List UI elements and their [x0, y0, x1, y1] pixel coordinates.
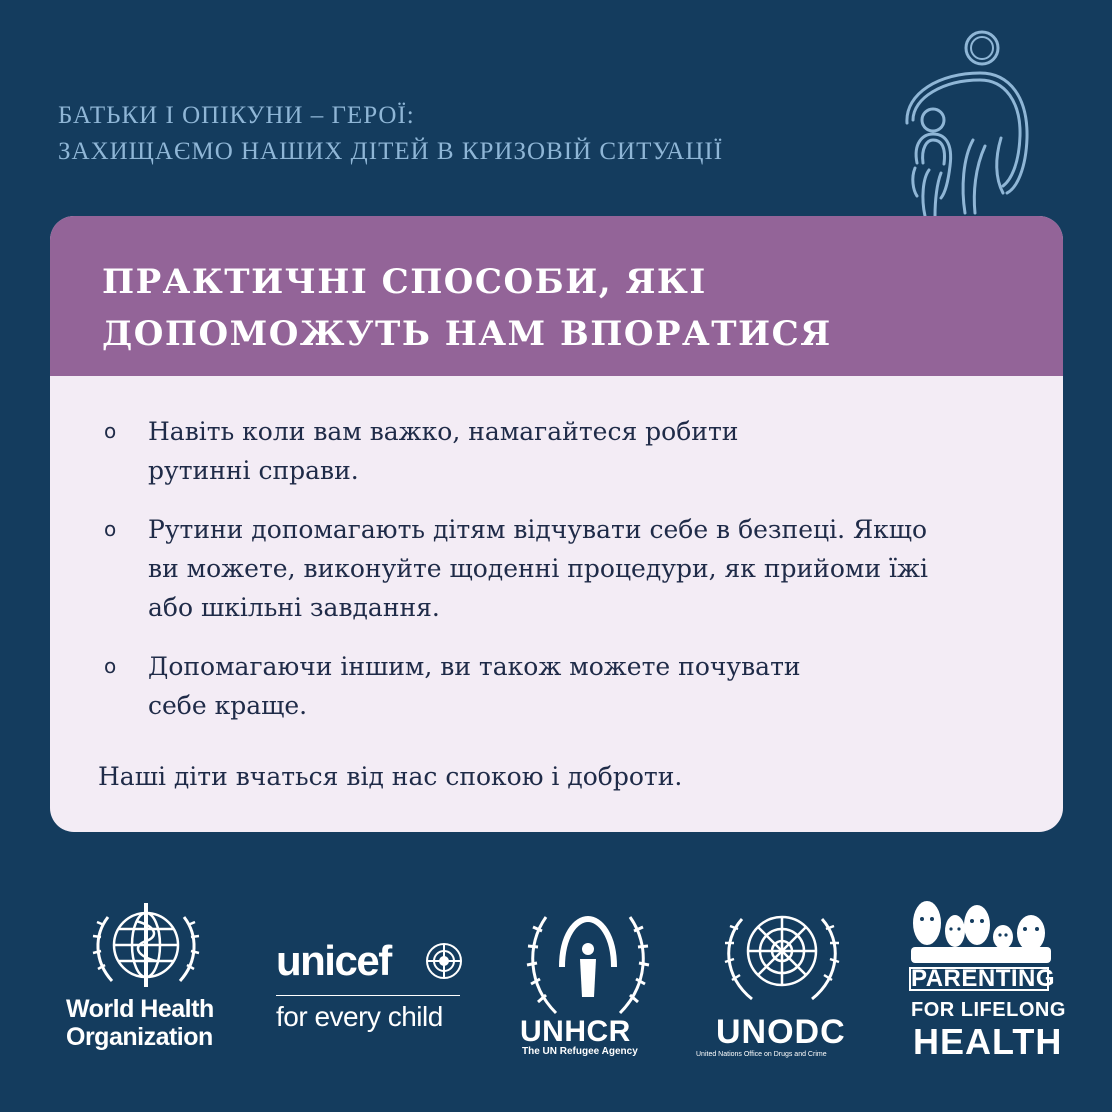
bullet-text-line: або шкільні завдання. [148, 593, 440, 622]
unodc-logo-tagline: United Nations Office on Drugs and Crime [696, 1051, 827, 1058]
partner-logos [0, 895, 1112, 1075]
bullet-icon: o [104, 419, 117, 443]
unicef-logo-divider [276, 995, 460, 996]
unhcr-logo-name: UNHCR [520, 1015, 631, 1048]
plh-logo-line-1: PARENTING [911, 965, 1056, 992]
list-item [104, 647, 1024, 725]
subtitle-line-2: ЗАХИЩАЄМО НАШИХ ДІТЕЙ В КРИЗОВІЙ СИТУАЦІЇ [58, 138, 724, 165]
subtitle-line-1: БАТЬКИ І ОПІКУНИ – ГЕРОЇ: [58, 102, 415, 129]
tips-list [104, 412, 1024, 745]
page-subtitle [58, 98, 723, 170]
coping-tips-card [50, 216, 1063, 832]
plh-characters-icon [905, 899, 1055, 969]
who-logo-line-2: Organization [66, 1023, 213, 1051]
closing-statement: Наші діти вчаться від нас спокою і доброти. [98, 762, 683, 791]
bullet-text-line: Навіть коли вам важко, намагайтеся робити [148, 417, 739, 446]
bullet-text-line: Допомагаючи іншим, ви також можете почувати [148, 652, 801, 681]
plh-logo-line-2: FOR LIFELONG [911, 999, 1066, 1021]
un-emblem-icon [696, 901, 871, 1011]
bullet-text-line: ви можете, виконуйте щоденні процедури, як прийоми їжі [148, 554, 928, 583]
list-item [104, 510, 1024, 627]
list-item [104, 412, 1024, 490]
unicef-emblem-icon [424, 941, 464, 981]
bullet-text-line: себе краще. [148, 691, 308, 720]
unodc-logo-name: UNODC [716, 1013, 846, 1051]
unicef-logo-name: unicef [276, 937, 391, 984]
card-title-line-2: ДОПОМОЖУТЬ НАМ ВПОРАТИСЯ [102, 314, 832, 354]
unhcr-logo-tagline: The UN Refugee Agency [522, 1046, 638, 1057]
bullet-icon: o [104, 654, 117, 678]
bullet-text-line: Рутини допомагають дітям відчувати себе в безпеці. Якщо [148, 515, 928, 544]
unicef-logo-tagline: for every child [276, 1001, 443, 1032]
bullet-text-line: рутинні справи. [148, 456, 359, 485]
plh-logo-line-3: HEALTH [913, 1021, 1063, 1062]
who-logo-text [66, 995, 214, 1051]
card-title-line-1: ПРАКТИЧНІ СПОСОБИ, ЯКІ [102, 262, 707, 302]
who-logo-line-1: World Health [66, 995, 214, 1023]
bullet-icon: o [104, 517, 117, 541]
unhcr-emblem-icon [518, 905, 658, 1023]
card-title [50, 216, 1063, 376]
who-emblem-icon [66, 895, 236, 991]
parent-child-icon [895, 28, 1035, 220]
